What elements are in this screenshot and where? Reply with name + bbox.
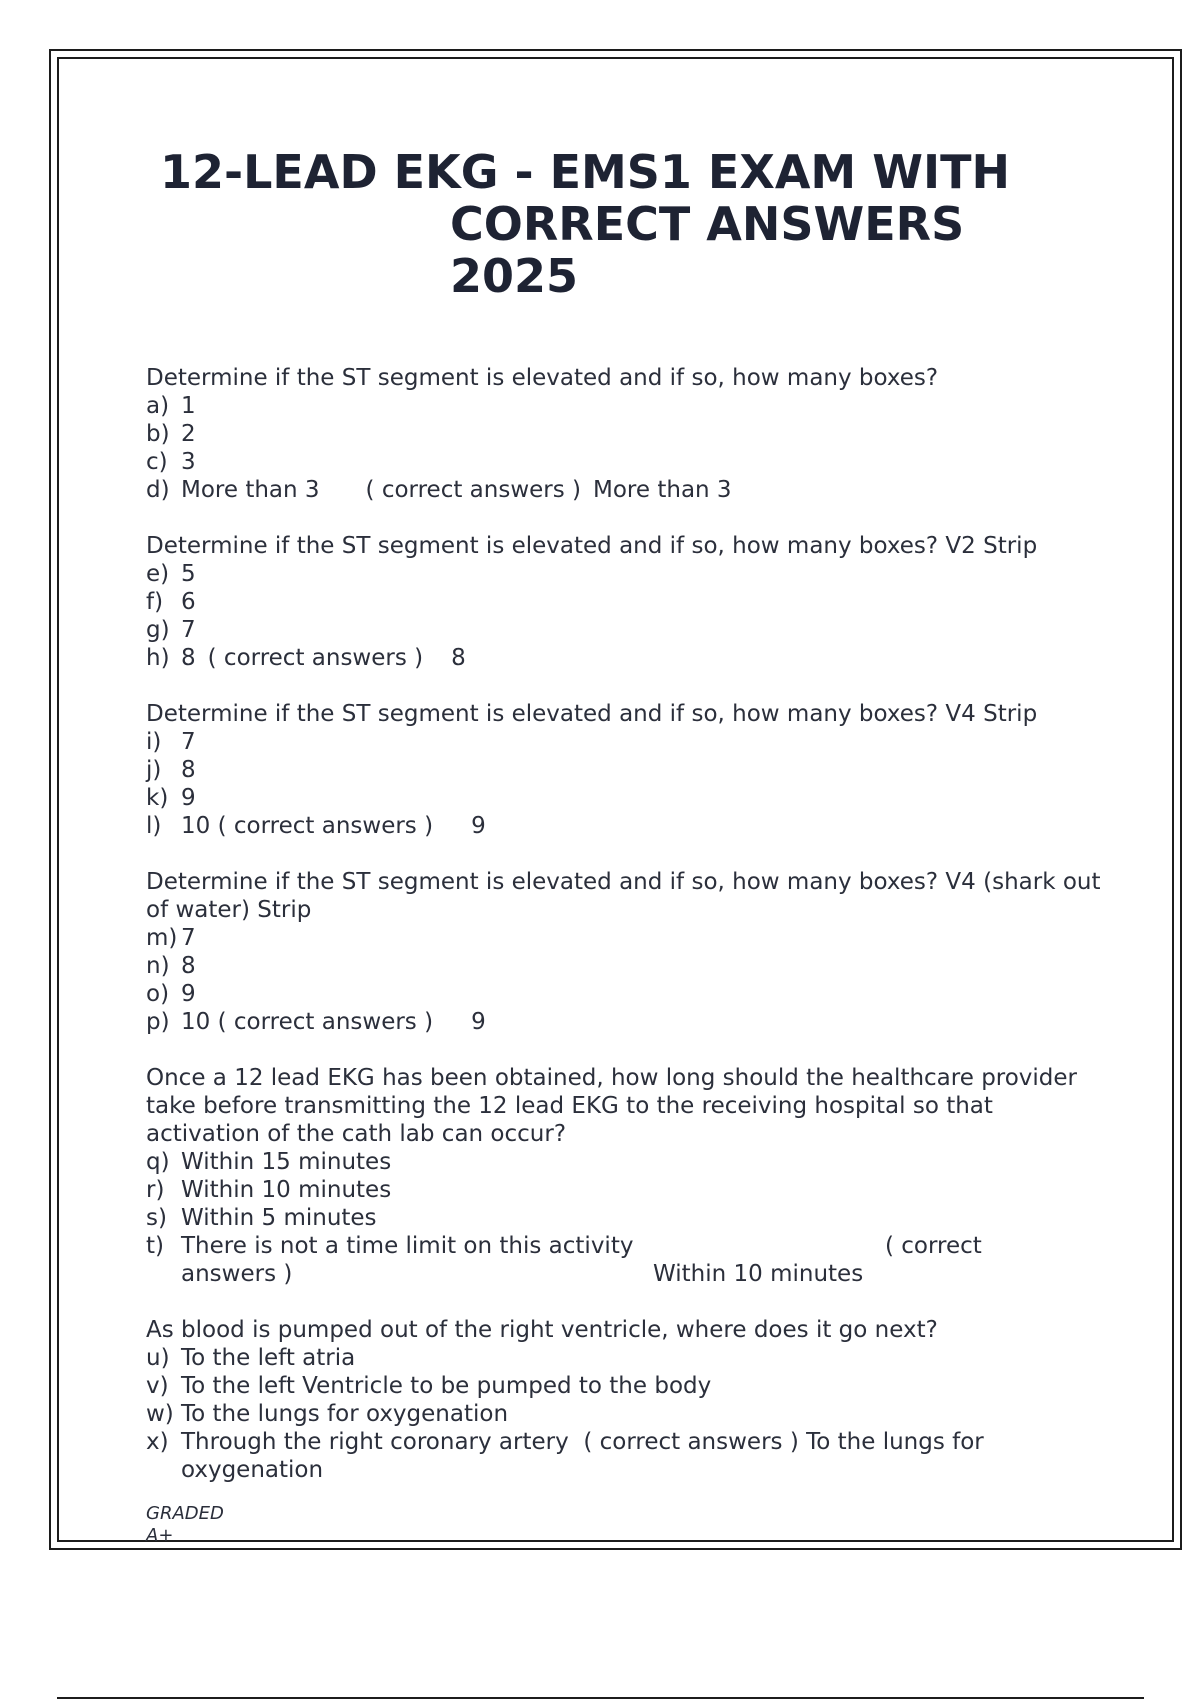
question-prompt: Determine if the ST segment is elevated and if so, how many boxes? V2 Strip xyxy=(146,533,1038,559)
answer-option: c) 3 xyxy=(146,449,196,475)
answer-option: l) 10 ( correct answers ) 9 xyxy=(146,813,486,839)
document-title xyxy=(160,146,1060,302)
correct-answer: 9 xyxy=(471,1009,486,1035)
answer-option: w) To the lungs for oxygenation xyxy=(146,1401,509,1427)
answer-option: v) To the left Ventricle to be pumped to the body xyxy=(146,1373,712,1399)
title-line-3: 2025 xyxy=(450,249,579,303)
answer-option: e) 5 xyxy=(146,561,196,587)
correct-answer-tag: ( correct answers ) xyxy=(583,1429,799,1455)
answer-option: i) 7 xyxy=(146,729,196,755)
correct-answer-tag: answers ) xyxy=(181,1261,293,1287)
answer-option: p) 10 ( correct answers ) 9 xyxy=(146,1009,486,1035)
question-4 xyxy=(146,868,1106,1036)
question-1 xyxy=(146,364,1106,504)
correct-answer-tag: ( correct xyxy=(885,1233,982,1259)
answer-option: m) 7 xyxy=(146,925,196,951)
answer-option: k) 9 xyxy=(146,785,196,811)
correct-answer-tag: ( correct answers ) xyxy=(365,477,582,503)
answer-option: b) 2 xyxy=(146,421,196,447)
graded-stamp: GRADED A+ xyxy=(146,1503,224,1546)
answer-option: r) Within 10 minutes xyxy=(146,1177,392,1203)
question-prompt: Determine if the ST segment is elevated and if so, how many boxes? V4 (shark out of water) Strip xyxy=(146,869,1101,923)
question-2 xyxy=(146,532,1106,672)
title-line-2: CORRECT ANSWERS xyxy=(450,197,965,251)
answer-option: n) 8 xyxy=(146,953,196,979)
correct-answer: 9 xyxy=(471,813,486,839)
question-6 xyxy=(146,1316,1106,1484)
correct-answer-tag: ( correct answers ) xyxy=(217,1009,434,1035)
correct-answer: To the lungs for oxygenation xyxy=(181,1429,984,1483)
correct-answer-tag: ( correct answers ) xyxy=(207,645,424,671)
question-list xyxy=(146,364,1106,1512)
answer-option: u) To the left atria xyxy=(146,1345,356,1371)
answer-option: s) Within 5 minutes xyxy=(146,1205,377,1231)
correct-answer-tag: ( correct answers ) xyxy=(217,813,434,839)
correct-answer: 8 xyxy=(451,645,466,671)
question-prompt: Once a 12 lead EKG has been obtained, how long should the healthcare provider take before transmitting the 12 lead EKG to the receiving hospital so that activation of the cath lab can occur? xyxy=(146,1065,1078,1147)
answer-option: t) There is not a time limit on this activity ( correct answers ) Within 10 minutes xyxy=(146,1233,982,1287)
answer-option: d) More than 3 ( correct answers ) More than 3 xyxy=(146,477,732,503)
answer-option: o) 9 xyxy=(146,981,196,1007)
answer-option: g) 7 xyxy=(146,617,196,643)
question-5 xyxy=(146,1064,1106,1288)
correct-answer: Within 10 minutes xyxy=(653,1261,864,1287)
question-prompt: Determine if the ST segment is elevated and if so, how many boxes? V4 Strip xyxy=(146,701,1038,727)
question-3 xyxy=(146,700,1106,840)
answer-option: q) Within 15 minutes xyxy=(146,1149,392,1175)
answer-option: j) 8 xyxy=(146,757,196,783)
question-prompt: Determine if the ST segment is elevated and if so, how many boxes? xyxy=(146,365,939,391)
title-line-1: 12-LEAD EKG - EMS1 EXAM WITH xyxy=(160,145,1010,199)
answer-option: x) Through the right coronary artery ( correct answers ) To the lungs for oxygenation xyxy=(146,1429,984,1483)
bottom-divider xyxy=(57,1697,1144,1699)
answer-option: f) 6 xyxy=(146,589,196,615)
correct-answer: More than 3 xyxy=(593,477,732,503)
answer-option: h) 8 ( correct answers ) 8 xyxy=(146,645,466,671)
question-prompt: As blood is pumped out of the right ventricle, where does it go next? xyxy=(146,1317,938,1343)
answer-option: a) 1 xyxy=(146,393,196,419)
